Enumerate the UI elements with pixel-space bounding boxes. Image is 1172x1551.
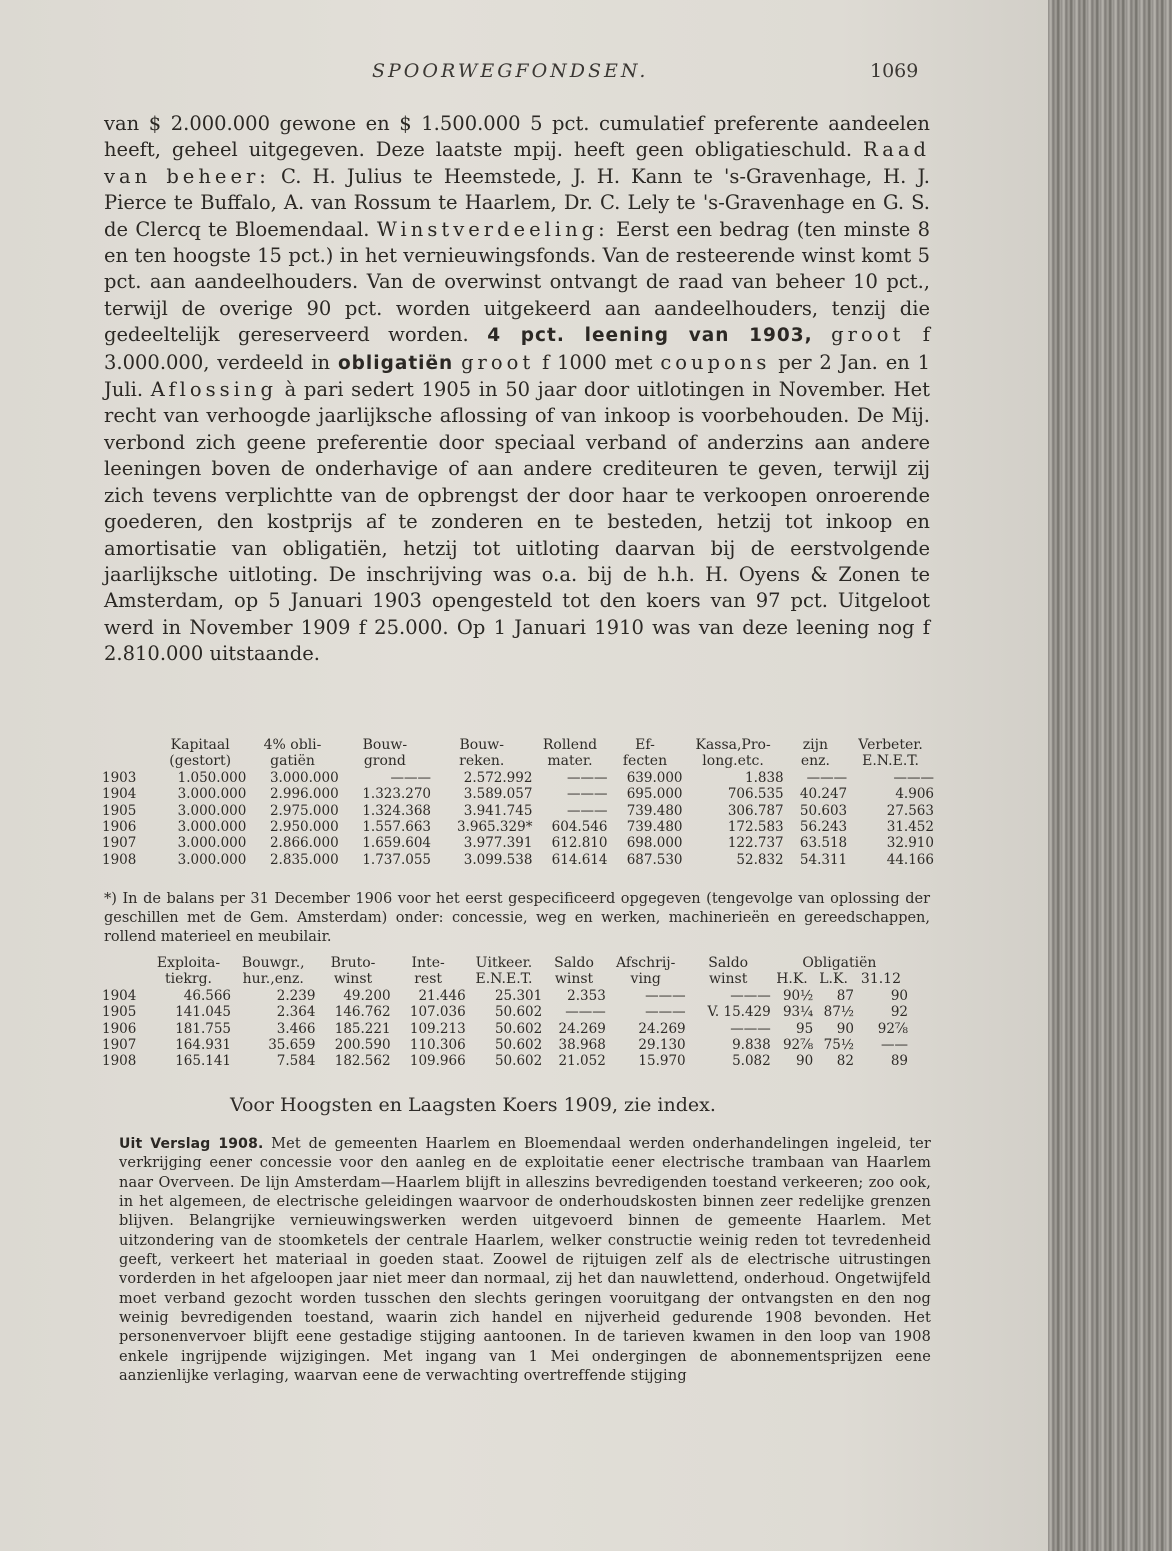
coupon-dates-text: per 2 Jan. en 1 Juli. — [104, 350, 931, 402]
page-header — [0, 60, 1048, 90]
redemption-text: à pari sedert 1905 in 50 jaar door uitlotingen in November. Het recht van verhoogde jaarlijksche aflossing of van inkoop is voorbehouden. De Mij. verbond zich geene preferentie door speciaal verband of anderzins aan andere leeningen boven de onderhavige of aan andere crediteuren te geven, terwijl zij zich tevens verplichtte van de opbrengst der door haar te verkoopen onroerende goederen, den kostprijs af te zonderen en te besteden, hetzij tot inkoop en amortisatie van obligatiën, hetzij tot uitloting daarvan bij de eerstvolgende jaarlijksche uitloting. De inschrijving was o.a. bij de h.h. H. Oyens & Zonen te Amsterdam, op 5 Januari 1903 opengesteld tot den koers van 97 pct. Uitgeloot werd in November 1909 f 25.000. Op 1 Januari 1910 was van deze leening nog f 2.810.000 uitstaande. — [104, 378, 930, 666]
board-members-text: C. H. Julius te Heemstede, J. H. Kann te 's-Gravenhage, H. J. Pierce te Buffalo, A. van Rossum te Haarlem, Dr. C. Lely te 's-Gravenhage en G. S. de Clercq te Bloemendaal. — [104, 164, 930, 241]
report-paragraph — [119, 1135, 931, 1386]
groot-label-2: groot — [461, 350, 535, 374]
table-header-row: Kapitaal 4% obli- Bouw- Bouw- Rollend Ef- Kassa,Pro- zijn Verbeter. — [170, 737, 923, 753]
annual-report-section — [119, 1135, 931, 1386]
report-heading: Uit Verslag 1908. — [119, 1136, 264, 1152]
table-row: 1907 3.000.000 2.866.000 1.659.604 3.977.391 612.810 698.000 122.737 63.518 32.910 — [102, 835, 934, 852]
obligatien-heading: obligatiën — [337, 352, 454, 374]
table-row: 1908 3.000.000 2.835.000 1.737.055 3.099.538 614.614 687.530 52.832 54.311 44.166 — [102, 851, 934, 868]
table-row: 1907 164.931 35.659 200.590 110.306 50.602 38.968 29.130 9.838 92⅞ 75½ —— — [102, 1037, 908, 1054]
balance-footnote — [104, 890, 930, 947]
book-spine — [1048, 0, 1172, 1551]
exploitation-table — [102, 955, 908, 1070]
raad-label: Raad van beheer: — [104, 138, 930, 188]
table-row: 1904 3.000.000 2.996.000 1.323.270 3.589.057 ——— 695.000 706.535 40.247 4.906 — [102, 786, 934, 803]
table-header-row: Exploita- Bouwgr., Bruto- Inte- Uitkeer. Saldo Afschrij- Saldo Obligatiën — [156, 955, 877, 971]
company-description — [104, 111, 930, 668]
body-paragraph — [104, 111, 930, 668]
table-row: 1905 141.045 2.364 146.762 107.036 50.602 ——— ——— V. 15.429 93¼ 87½ 92 — [102, 1004, 908, 1021]
running-title: SPOORWEGFONDSEN. — [372, 60, 649, 82]
page-number: 1069 — [870, 60, 919, 82]
table-row: 1906 3.000.000 2.950.000 1.557.663 3.965.329* 604.546 739.480 172.583 56.243 31.452 — [102, 819, 934, 836]
groot-label-1: groot — [831, 323, 905, 347]
bond-denomination-text: f 1000 met — [542, 350, 653, 374]
profit-distribution-text: Eerst een bedrag (ten minste 8 en ten hoogste 15 pct.) in het vernieuwingsfonds. Van de resteerende winst komt 5 pct. aan aandeelhouders. Van de overwinst ontvangt de raad van beheer 10 pct., terwijl de overige 90 pct. worden uitgekeerd aan aandeelhouders, tenzij die gedeeltelijk gereserveerd worden. — [104, 217, 930, 347]
table-row: 1905 3.000.000 2.975.000 1.324.368 3.941.745 ——— 739.480 306.787 50.603 27.563 — [102, 802, 934, 819]
loan-amount-text: f 3.000.000, verdeeld in — [104, 323, 931, 374]
index-reference: Voor Hoogsten en Laagsten Koers 1909, zie index. — [230, 1094, 716, 1116]
table-row: 1906 181.755 3.466 185.221 109.213 50.602 24.269 24.269 ——— 95 90 92⅞ — [102, 1020, 908, 1037]
report-text: Met de gemeenten Haarlem en Bloemendaal werden onderhandelingen ingeleid, ter verkrijging eener concessie voor den aanleg en de exploitatie eener electrische trambaan van Haarlem naar Overveen. De lijn Amsterdam—Haarlem blijft in alleszins bevredigenden toestand verkeeren; zoo ook, in het algemeen, de electrische geleidingen waarvoor de onderhoudskosten binnen zeer redelijke grenzen blijven. Belangrijke vernieuwingswerken werden uitgevoerd binnen de gemeente Haarlem. Met uitzondering van de stoomketels der centrale Haarlem, welker constructie weinig reden tot tevredenheid geeft, verkeert het materiaal in goeden staat. Zoowel de rijtuigen zelf als de electrische uitrustingen vorderden in het afgeloopen jaar niet meer dan normaal, zij het dan nauwlettend, onderhoud. Ongetwijfeld moet verband gezocht worden tusschen den slechts geringen vooruitgang der ontvangsten en den nog weinig bevredigenden toestand, waarin zich handel en nijverheid gedurende 1908 bevonden. Het personenvervoer blijft eene gestadige stijging aantoonen. In de tarieven kwamen in den loop van 1908 enkele ingrijpende wijzigingen. Met ingang van 1 Mei ondergingen de abonnementsprijzen eene aanzienlijke verlaging, waarvan eene de verwachting overtreffende stijging — [119, 1136, 931, 1385]
loan-heading: 4 pct. leening van 1903, — [487, 325, 813, 347]
coupons-label: coupons — [660, 350, 771, 374]
capital-text: van $ 2.000.000 gewone en $ 1.500.000 5 pct. cumulatief preferente aandeelen heeft, geheel uitgegeven. Deze laatste mpij. heeft geen obligatieschuld. — [104, 112, 930, 162]
table-row: 1908 165.141 7.584 182.562 109.966 50.602 21.052 15.970 5.082 90 82 89 — [102, 1053, 908, 1070]
footnote-text: *) In de balans per 31 December 1906 voor het eerst gespecificeerd opgegeven (tengevolge van oplossing der geschillen met de Gem. Amsterdam) onder: concessie, weg en werken, machinerieën en gereedschappen, rollend materieel en meubilair. — [104, 891, 930, 945]
aflossing-label: Aflossing — [150, 378, 277, 402]
table-header-row: (gestort) gatiën grond reken. mater. fecten long.etc. enz. E.N.E.T. — [169, 753, 919, 770]
balance-table — [102, 737, 934, 868]
winstverdeeling-label: Winstverdeeling: — [376, 217, 609, 241]
table-row: 1904 46.566 2.239 49.200 21.446 25.301 2.353 ——— ——— 90½ 87 90 — [102, 987, 908, 1004]
table-header-row: tiekrg. hur.,enz. winst rest E.N.E.T. winst ving winst H.K. L.K. 31.12 — [165, 971, 902, 988]
table-row: 1903 1.050.000 3.000.000 ——— 2.572.992 ——— 639.000 1.838 ——— ——— — [102, 769, 934, 786]
